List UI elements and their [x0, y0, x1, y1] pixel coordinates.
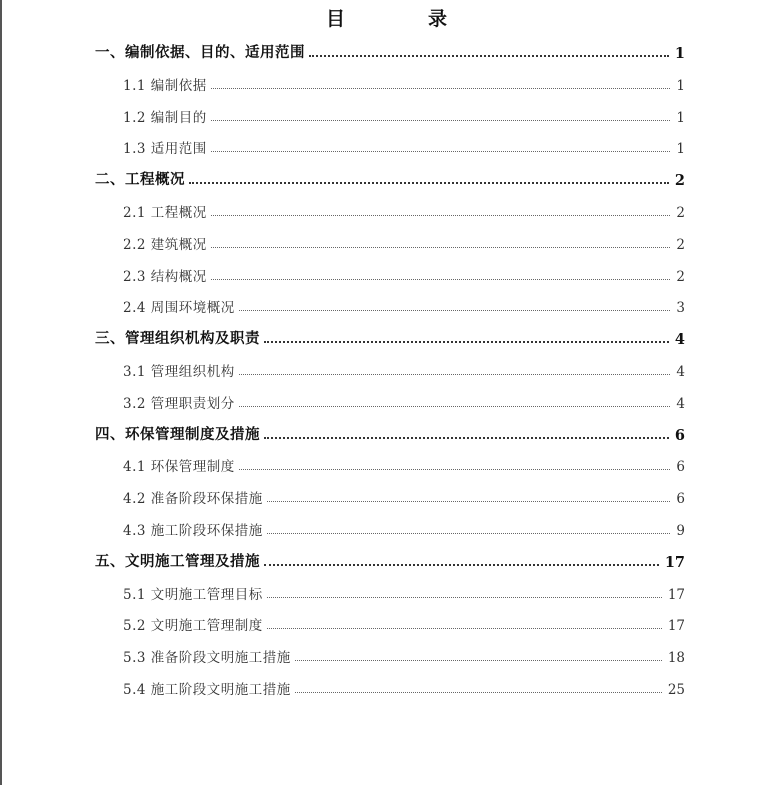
- toc-dot-leader: [211, 120, 671, 121]
- toc-section-entry[interactable]: [123, 485, 685, 507]
- toc-entry-title: 一、编制依据、目的、适用范围: [95, 44, 305, 61]
- toc-dot-leader: [239, 469, 671, 470]
- toc-entry-title: 5.2 文明施工管理制度: [123, 618, 263, 635]
- toc-dot-leader: [309, 55, 669, 57]
- toc-entry-title: 5.1 文明施工管理目标: [123, 586, 263, 603]
- toc-dot-leader: [267, 501, 671, 502]
- toc-chapter-entry[interactable]: [95, 40, 685, 62]
- toc-entry-title: 4.2 准备阶段环保措施: [123, 491, 263, 508]
- toc-dot-leader: [239, 406, 671, 407]
- toc-page-number: 2: [676, 236, 685, 253]
- toc-entry-title: 4.1 环保管理制度: [123, 459, 235, 476]
- toc-section-entry[interactable]: [123, 199, 685, 221]
- toc-entry-title: 2.1 工程概况: [123, 205, 207, 221]
- toc-section-entry[interactable]: [123, 263, 685, 285]
- toc-page-number: 6: [674, 426, 685, 444]
- toc-page-number: 18: [667, 650, 685, 667]
- toc-entry-title: 4.3 施工阶段环保措施: [123, 523, 263, 539]
- toc-section-entry[interactable]: [123, 517, 685, 539]
- toc-page-number: 9: [676, 523, 685, 539]
- toc-entry-title: 3.2 管理职责划分: [123, 395, 235, 412]
- toc-dot-leader: [264, 564, 659, 566]
- toc-section-entry[interactable]: [123, 294, 685, 316]
- toc-page-number: 2: [676, 205, 685, 221]
- toc-page-number: 1: [676, 141, 685, 158]
- toc-dot-leader: [211, 279, 671, 280]
- toc-entry-title: 三、管理组织机构及职责: [95, 330, 260, 348]
- toc-section-entry[interactable]: [123, 358, 685, 380]
- toc-page-number: 6: [676, 491, 685, 508]
- toc-entry-title: 2.2 建筑概况: [123, 236, 207, 253]
- toc-section-entry[interactable]: [123, 453, 685, 475]
- page-title: 目 录: [325, 8, 479, 30]
- toc-page-number: 4: [676, 364, 685, 380]
- toc-entry-title: 2.3 结构概况: [123, 268, 207, 285]
- toc-chapter-entry[interactable]: [95, 422, 685, 444]
- toc-page-number: 2: [674, 172, 685, 190]
- toc-dot-leader: [189, 182, 669, 184]
- toc-dot-leader: [267, 533, 671, 534]
- toc-dot-leader: [295, 660, 662, 661]
- toc-entry-title: 2.4 周围环境概况: [123, 300, 235, 317]
- toc-page-number: 1: [676, 77, 685, 94]
- toc-page-number: 17: [664, 553, 685, 571]
- toc-dot-leader: [267, 597, 662, 598]
- toc-dot-leader: [211, 215, 671, 216]
- toc-dot-leader: [264, 437, 669, 439]
- toc-dot-leader: [239, 374, 671, 375]
- toc-page-number: 17: [667, 586, 685, 603]
- toc-dot-leader: [295, 692, 662, 693]
- toc-entry-title: 四、环保管理制度及措施: [95, 425, 260, 443]
- toc-section-entry[interactable]: [123, 231, 685, 253]
- toc-section-entry[interactable]: [123, 104, 685, 126]
- toc-page-number: 2: [676, 268, 685, 285]
- toc-entry-title: 5.4 施工阶段文明施工措施: [123, 682, 291, 698]
- toc-page-number: 3: [676, 300, 685, 317]
- toc-page-number: 25: [667, 682, 685, 698]
- toc-entry-title: 3.1 管理组织机构: [123, 364, 235, 380]
- toc-chapter-entry[interactable]: [95, 549, 685, 571]
- toc-entry-title: 5.3 准备阶段文明施工措施: [123, 650, 291, 667]
- toc-dot-leader: [211, 151, 671, 152]
- page-left-border: [0, 0, 2, 785]
- toc-section-entry[interactable]: [123, 135, 685, 157]
- toc-page-number: 1: [674, 45, 685, 62]
- toc-dot-leader: [267, 628, 662, 629]
- toc-page-number: 4: [674, 331, 685, 349]
- toc-entry-title: 二、工程概况: [95, 171, 185, 189]
- toc-section-entry[interactable]: [123, 72, 685, 94]
- toc-dot-leader: [211, 247, 671, 248]
- toc-dot-leader: [239, 310, 671, 311]
- toc-entry-title: 1.1 编制依据: [123, 77, 207, 94]
- toc-page-number: 17: [667, 618, 685, 635]
- toc-page-number: 4: [676, 395, 685, 412]
- toc-section-entry[interactable]: [123, 581, 685, 603]
- toc-section-entry[interactable]: [123, 612, 685, 634]
- toc-section-entry[interactable]: [123, 644, 685, 666]
- toc-dot-leader: [264, 341, 669, 343]
- toc-entry-title: 1.2 编制目的: [123, 109, 207, 126]
- toc-section-entry[interactable]: [123, 676, 685, 698]
- toc-page-number: 6: [676, 459, 685, 476]
- toc-section-entry[interactable]: [123, 390, 685, 412]
- toc-page-number: 1: [676, 109, 685, 126]
- toc-dot-leader: [211, 88, 671, 89]
- toc-entry-title: 1.3 适用范围: [123, 141, 207, 158]
- toc-chapter-entry[interactable]: [95, 326, 685, 348]
- toc-chapter-entry[interactable]: [95, 167, 685, 189]
- toc-entry-title: 五、文明施工管理及措施: [95, 552, 260, 570]
